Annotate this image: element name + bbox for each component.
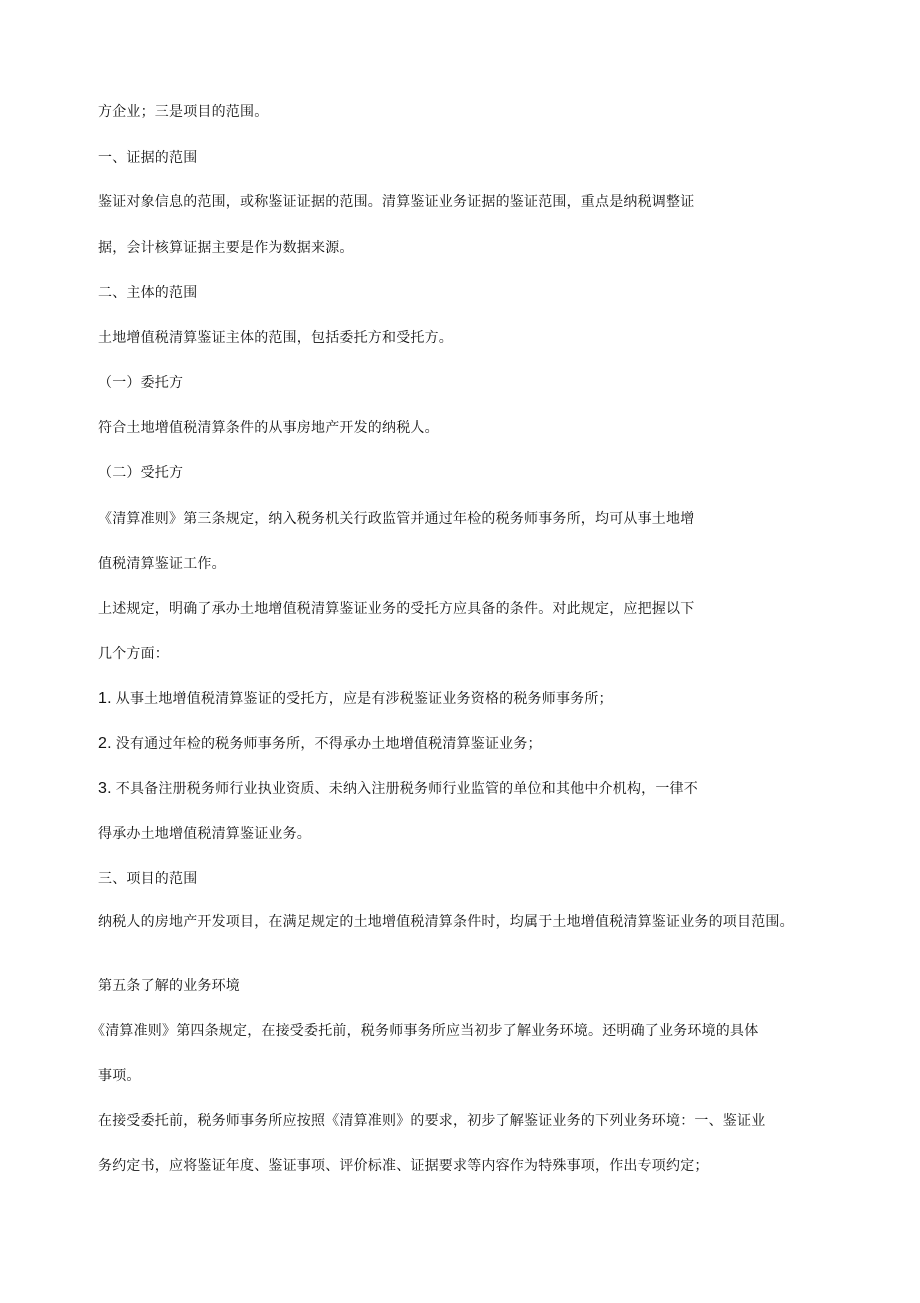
- list-item: [98, 781, 698, 797]
- paragraph-line: 值税清算鉴证工作。: [98, 556, 226, 572]
- list-item-text: 没有通过年检的税务师事务所，不得承办土地增值税清算鉴证业务；: [115, 736, 542, 752]
- paragraph-line: 鉴证对象信息的范围，或称鉴证证据的范围。清算鉴证业务证据的鉴证范围，重点是纳税调整证: [98, 194, 695, 210]
- list-item: [98, 736, 542, 752]
- paragraph-line: 据，会计核算证据主要是作为数据来源。: [98, 240, 354, 256]
- list-item-text: 从事土地增值税清算鉴证的受托方，应是有涉税鉴证业务资格的税务师事务所；: [115, 691, 613, 707]
- paragraph-line: 上述规定，明确了承办土地增值税清算鉴证业务的受托方应具备的条件。对此规定，应把握以下: [98, 601, 695, 617]
- paragraph-line: 事项。: [98, 1068, 141, 1084]
- paragraph-line: 得承办土地增值税清算鉴证业务。: [98, 826, 311, 842]
- paragraph-line: 方企业；三是项目的范围。: [98, 104, 269, 120]
- section-heading: 三、项目的范围: [98, 871, 198, 887]
- paragraph-line: 土地增值税清算鉴证主体的范围，包括委托方和受托方。: [98, 330, 453, 346]
- list-number: 3.: [98, 780, 112, 797]
- list-number: 2.: [98, 735, 112, 752]
- paragraph-line: 务约定书，应将鉴证年度、鉴证事项、评价标准、证据要求等内容作为特殊事项，作出专项约定；: [98, 1158, 709, 1174]
- paragraph-line: 《清算准则》第四条规定，在接受委托前，税务师事务所应当初步了解业务环境。还明确了业务环境的具体: [91, 1023, 759, 1039]
- subsection-heading: （一）委托方: [98, 375, 184, 391]
- paragraph: 纳税人的房地产开发项目，在满足规定的土地增值税清算条件时，均属于土地增值税清算鉴证业务的项目范围。: [98, 914, 794, 930]
- article-heading: 第五条了解的业务环境: [98, 978, 240, 994]
- list-number: 1.: [98, 690, 112, 707]
- section-heading: 二、主体的范围: [98, 285, 198, 301]
- list-item: [98, 691, 613, 707]
- subsection-heading: （二）受托方: [98, 465, 184, 481]
- paragraph-line: 符合土地增值税清算条件的从事房地产开发的纳税人。: [98, 420, 439, 436]
- section-heading: 一、证据的范围: [98, 150, 198, 166]
- paragraph-line: 在接受委托前，税务师事务所应按照《清算准则》的要求，初步了解鉴证业务的下列业务环境：一、鉴证业: [98, 1113, 766, 1129]
- paragraph-line: 《清算准则》第三条规定，纳入税务机关行政监管并通过年检的税务师事务所，均可从事土地增: [98, 511, 695, 527]
- paragraph-line: 几个方面：: [98, 646, 169, 662]
- list-item-text: 不具备注册税务师行业执业资质、未纳入注册税务师行业监管的单位和其他中介机构，一律不: [115, 781, 698, 797]
